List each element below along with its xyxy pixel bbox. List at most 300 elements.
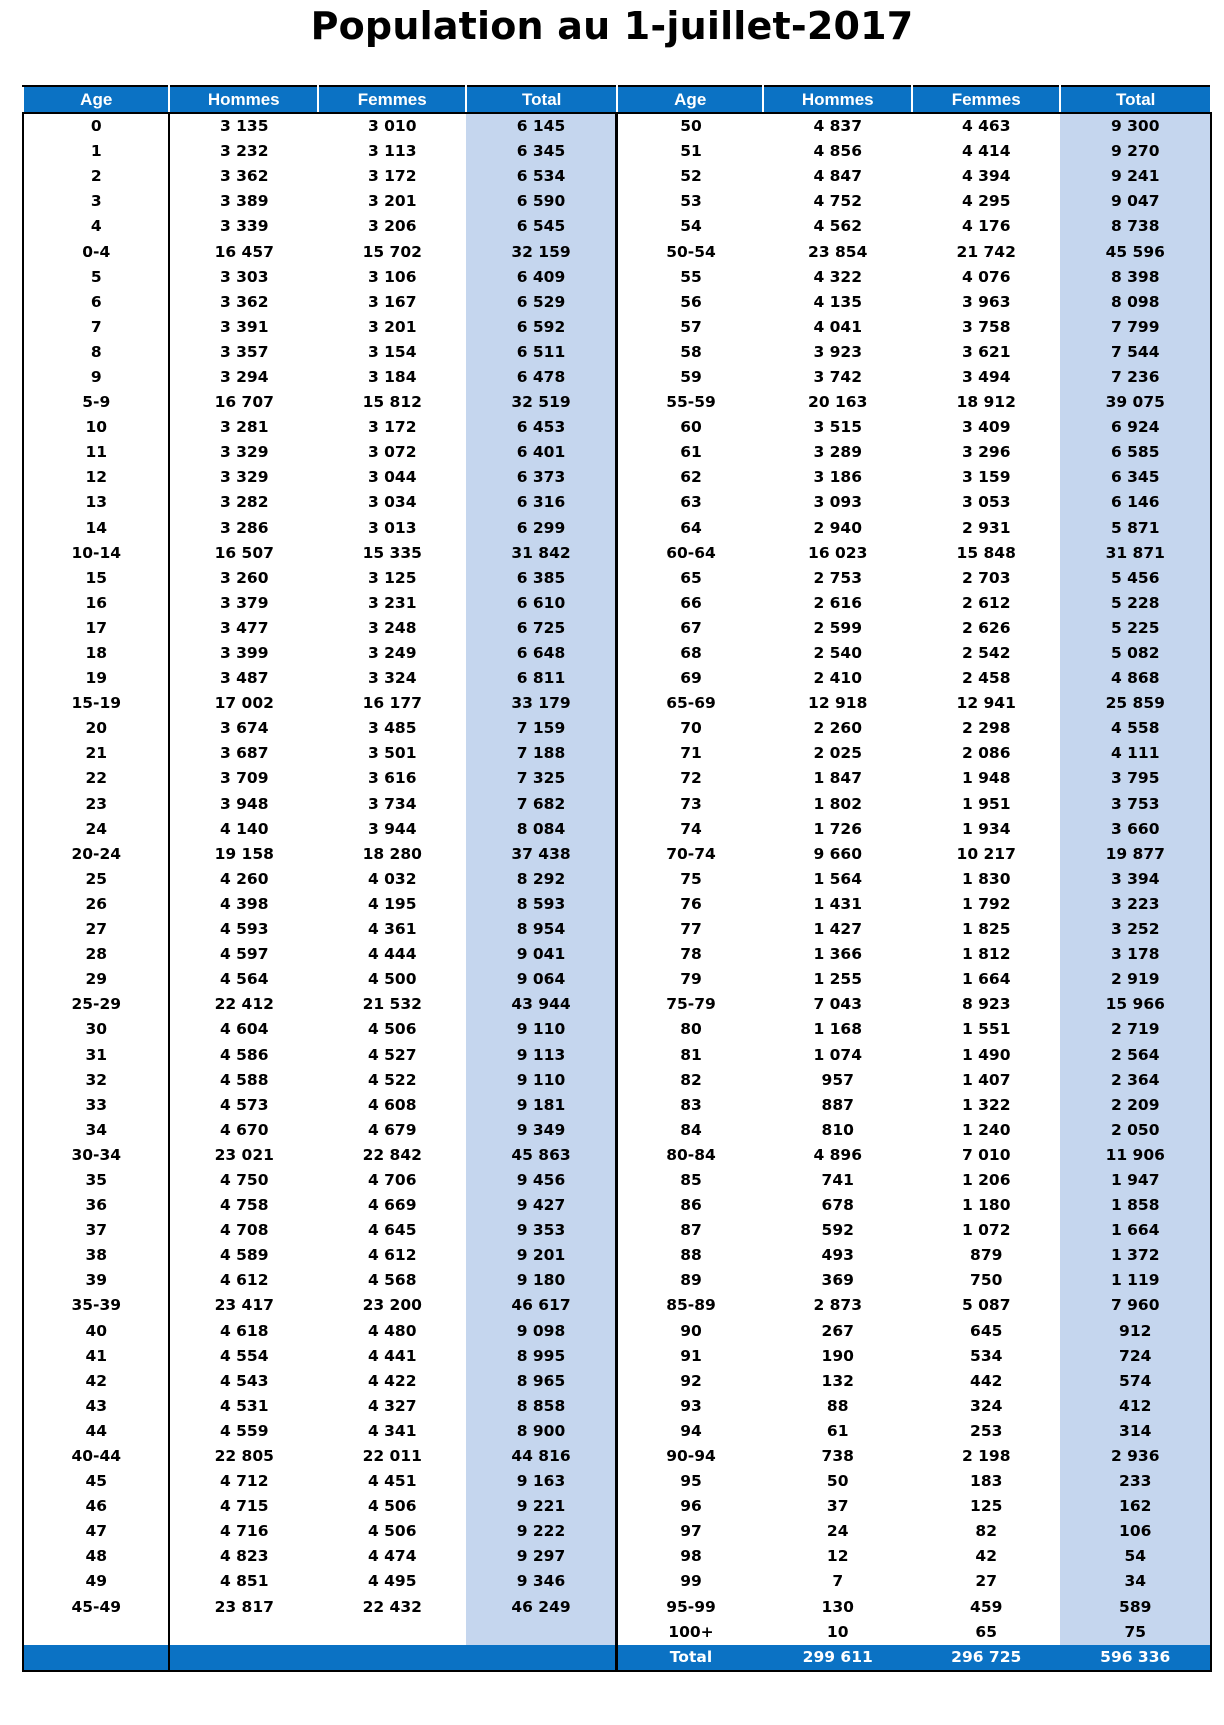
age-cell: 30-34 <box>23 1143 169 1168</box>
hommes-cell: 1 168 <box>813 1020 862 1039</box>
total-cell: 7 682 <box>466 792 617 817</box>
total-cell: 6 345 <box>466 139 617 164</box>
age-cell: 88 <box>617 1243 763 1268</box>
table-row <box>23 1344 1211 1369</box>
age-cell: 72 <box>617 766 763 791</box>
age-cell: 70-74 <box>617 842 763 867</box>
femmes-cell: 3 501 <box>367 744 417 763</box>
hommes-cell: 957 <box>821 1070 854 1089</box>
femmes-cell: 15 812 <box>362 393 422 412</box>
age-cell: 76 <box>617 892 763 917</box>
age-cell: 2 <box>23 164 169 189</box>
age-cell: 97 <box>617 1519 763 1544</box>
population-table-container <box>22 85 1212 1672</box>
hommes-cell <box>169 1620 318 1645</box>
hommes-cell: 4 750 <box>169 1168 318 1193</box>
age-cell: 64 <box>617 516 763 541</box>
hommes-cell: 132 <box>821 1371 854 1390</box>
femmes-cell: 3 010 <box>367 117 417 136</box>
age-cell: 0 <box>23 113 169 139</box>
table-row <box>23 290 1211 315</box>
femmes-cell: 21 532 <box>362 995 422 1014</box>
hommes-cell: 3 399 <box>169 641 318 666</box>
femmes-cell: 3 206 <box>367 217 417 236</box>
femmes-cell <box>318 1620 467 1645</box>
femmes-cell: 21 742 <box>956 242 1016 261</box>
total-cell: 75 <box>1060 1620 1211 1645</box>
total-cell: 6 585 <box>1060 440 1211 465</box>
age-cell: 44 <box>23 1419 169 1444</box>
total-cell: 6 145 <box>466 113 617 139</box>
hommes-cell: 4 554 <box>169 1344 318 1369</box>
age-cell: 15 <box>23 566 169 591</box>
total-cell: 2 719 <box>1060 1017 1211 1042</box>
table-row <box>23 691 1211 716</box>
hommes-cell: 3 357 <box>169 340 318 365</box>
table-row <box>23 1193 1211 1218</box>
femmes-cell: 2 931 <box>961 518 1011 537</box>
femmes-cell: 3 072 <box>367 443 417 462</box>
hommes-cell: 2 940 <box>813 518 862 537</box>
total-cell: 2 936 <box>1060 1444 1211 1469</box>
hommes-cell: 3 477 <box>169 616 318 641</box>
hommes-cell: 810 <box>821 1120 854 1139</box>
table-row <box>23 792 1211 817</box>
femmes-cell: 2 198 <box>961 1447 1011 1466</box>
table-row <box>23 942 1211 967</box>
femmes-cell: 3 159 <box>961 468 1011 487</box>
age-cell: 63 <box>617 490 763 515</box>
table-row <box>23 917 1211 942</box>
hommes-cell: 61 <box>826 1421 849 1440</box>
total-cell: 6 545 <box>466 214 617 239</box>
total-cell: 9 456 <box>466 1168 617 1193</box>
age-cell: 77 <box>617 917 763 942</box>
total-cell: 2 050 <box>1060 1118 1211 1143</box>
header-femmes-right: Femmes <box>912 86 1061 113</box>
table-row <box>23 239 1211 264</box>
table-row <box>23 390 1211 415</box>
femmes-cell: 18 280 <box>362 844 422 863</box>
age-cell: 87 <box>617 1218 763 1243</box>
hommes-cell: 4 564 <box>169 967 318 992</box>
table-row <box>23 541 1211 566</box>
table-row <box>23 415 1211 440</box>
hommes-cell: 24 <box>826 1522 849 1541</box>
table-row <box>23 113 1211 139</box>
femmes-cell: 4 441 <box>367 1346 417 1365</box>
femmes-cell: 4 327 <box>367 1396 417 1415</box>
femmes-cell: 1 180 <box>961 1196 1011 1215</box>
table-row <box>23 1118 1211 1143</box>
total-cell: 39 075 <box>1060 390 1211 415</box>
hommes-cell: 3 515 <box>813 418 862 437</box>
hommes-cell: 4 597 <box>169 942 318 967</box>
hommes-cell: 12 918 <box>808 694 868 713</box>
age-cell: 94 <box>617 1419 763 1444</box>
femmes-cell: 12 941 <box>956 694 1016 713</box>
total-cell: 9 201 <box>466 1243 617 1268</box>
hommes-cell: 3 282 <box>169 490 318 515</box>
hommes-cell: 1 564 <box>813 869 862 888</box>
hommes-cell: 1 802 <box>813 794 862 813</box>
age-cell: 59 <box>617 365 763 390</box>
total-cell: 8 995 <box>466 1344 617 1369</box>
age-cell: 95 <box>617 1469 763 1494</box>
hommes-cell: 4 322 <box>813 267 862 286</box>
table-row <box>23 1143 1211 1168</box>
total-cell: 6 924 <box>1060 415 1211 440</box>
femmes-cell: 4 295 <box>961 192 1011 211</box>
femmes-cell: 3 113 <box>367 142 417 161</box>
header-hommes-left: Hommes <box>169 86 318 113</box>
total-cell: 106 <box>1060 1519 1211 1544</box>
total-cell: 7 544 <box>1060 340 1211 365</box>
table-row <box>23 214 1211 239</box>
hommes-cell: 2 616 <box>813 593 862 612</box>
femmes-cell: 3 249 <box>367 644 417 663</box>
age-cell: 46 <box>23 1494 169 1519</box>
total-cell: 6 590 <box>466 189 617 214</box>
table-row <box>23 892 1211 917</box>
hommes-cell: 4 588 <box>169 1068 318 1093</box>
hommes-cell: 4 896 <box>813 1145 862 1164</box>
total-cell: 7 960 <box>1060 1293 1211 1318</box>
age-cell: 66 <box>617 591 763 616</box>
total-cell: 9 222 <box>466 1519 617 1544</box>
age-cell: 6 <box>23 290 169 315</box>
total-cell: 9 098 <box>466 1319 617 1344</box>
femmes-cell: 15 702 <box>362 242 422 261</box>
age-cell: 43 <box>23 1394 169 1419</box>
footer-total-femmes: 296 725 <box>912 1645 1061 1671</box>
age-cell: 36 <box>23 1193 169 1218</box>
total-cell: 8 738 <box>1060 214 1211 239</box>
age-cell: 93 <box>617 1394 763 1419</box>
table-row <box>23 1394 1211 1419</box>
femmes-cell: 4 444 <box>367 945 417 964</box>
femmes-cell: 3 034 <box>367 493 417 512</box>
table-row <box>23 440 1211 465</box>
age-cell: 18 <box>23 641 169 666</box>
table-row <box>23 1595 1211 1620</box>
femmes-cell: 2 458 <box>961 669 1011 688</box>
total-cell: 33 179 <box>466 691 617 716</box>
table-row <box>23 1017 1211 1042</box>
femmes-cell: 4 463 <box>961 117 1011 136</box>
femmes-cell: 3 106 <box>367 267 417 286</box>
hommes-cell: 3 329 <box>169 440 318 465</box>
hommes-cell: 12 <box>826 1547 849 1566</box>
age-cell: 25-29 <box>23 992 169 1017</box>
femmes-cell: 3 201 <box>367 317 417 336</box>
total-cell: 9 163 <box>466 1469 617 1494</box>
total-cell: 7 799 <box>1060 315 1211 340</box>
table-row <box>23 967 1211 992</box>
femmes-cell: 22 842 <box>362 1145 422 1164</box>
age-cell: 26 <box>23 892 169 917</box>
age-cell: 5 <box>23 265 169 290</box>
total-cell: 2 919 <box>1060 967 1211 992</box>
age-cell: 80-84 <box>617 1143 763 1168</box>
age-cell: 42 <box>23 1369 169 1394</box>
hommes-cell: 16 457 <box>169 239 318 264</box>
age-cell: 60-64 <box>617 541 763 566</box>
total-cell: 1 858 <box>1060 1193 1211 1218</box>
total-cell: 9 300 <box>1060 113 1211 139</box>
hommes-cell: 741 <box>821 1170 854 1189</box>
hommes-cell: 4 708 <box>169 1218 318 1243</box>
total-cell: 6 385 <box>466 566 617 591</box>
table-row <box>23 1293 1211 1318</box>
total-cell: 6 299 <box>466 516 617 541</box>
table-row <box>23 716 1211 741</box>
age-cell: 83 <box>617 1093 763 1118</box>
femmes-cell: 4 706 <box>367 1170 417 1189</box>
footer-cell <box>318 1645 467 1671</box>
age-cell: 90-94 <box>617 1444 763 1469</box>
total-cell: 314 <box>1060 1419 1211 1444</box>
femmes-cell: 3 485 <box>367 719 417 738</box>
age-cell: 55-59 <box>617 390 763 415</box>
hommes-cell: 23 417 <box>169 1293 318 1318</box>
age-cell: 9 <box>23 365 169 390</box>
hommes-cell: 3 362 <box>169 290 318 315</box>
total-cell: 8 098 <box>1060 290 1211 315</box>
femmes-cell: 3 184 <box>367 367 417 386</box>
femmes-cell: 3 201 <box>367 192 417 211</box>
age-cell: 49 <box>23 1569 169 1594</box>
total-cell: 1 947 <box>1060 1168 1211 1193</box>
age-cell: 11 <box>23 440 169 465</box>
hommes-cell: 3 923 <box>813 342 862 361</box>
femmes-cell: 1 072 <box>961 1221 1011 1240</box>
total-cell: 9 110 <box>466 1068 617 1093</box>
total-cell: 9 113 <box>466 1042 617 1067</box>
total-cell: 31 871 <box>1060 541 1211 566</box>
age-cell: 65-69 <box>617 691 763 716</box>
table-row <box>23 1168 1211 1193</box>
age-cell: 21 <box>23 741 169 766</box>
total-cell: 54 <box>1060 1544 1211 1569</box>
hommes-cell: 3 362 <box>169 164 318 189</box>
footer-total-row <box>23 1645 1211 1671</box>
age-cell: 53 <box>617 189 763 214</box>
femmes-cell: 125 <box>970 1497 1003 1516</box>
total-cell: 9 427 <box>466 1193 617 1218</box>
age-cell: 10 <box>23 415 169 440</box>
header-femmes-left: Femmes <box>318 86 467 113</box>
table-row <box>23 741 1211 766</box>
total-cell: 1 119 <box>1060 1268 1211 1293</box>
hommes-cell: 1 366 <box>813 945 862 964</box>
age-cell: 23 <box>23 792 169 817</box>
age-cell: 74 <box>617 817 763 842</box>
femmes-cell: 645 <box>970 1321 1003 1340</box>
age-cell <box>23 1620 169 1645</box>
footer-total-label: Total <box>617 1645 763 1671</box>
total-cell: 6 648 <box>466 641 617 666</box>
hommes-cell: 4 135 <box>813 292 862 311</box>
femmes-cell: 4 500 <box>367 970 417 989</box>
femmes-cell: 1 240 <box>961 1120 1011 1139</box>
age-cell: 24 <box>23 817 169 842</box>
femmes-cell: 2 542 <box>961 644 1011 663</box>
table-row <box>23 1519 1211 1544</box>
age-cell: 90 <box>617 1319 763 1344</box>
hommes-cell: 4 716 <box>169 1519 318 1544</box>
total-cell: 8 858 <box>466 1394 617 1419</box>
femmes-cell: 4 422 <box>367 1371 417 1390</box>
age-cell: 20 <box>23 716 169 741</box>
total-cell: 6 478 <box>466 365 617 390</box>
hommes-cell: 4 715 <box>169 1494 318 1519</box>
hommes-cell: 4 543 <box>169 1369 318 1394</box>
age-cell: 34 <box>23 1118 169 1143</box>
table-row <box>23 566 1211 591</box>
total-cell: 233 <box>1060 1469 1211 1494</box>
age-cell: 70 <box>617 716 763 741</box>
total-cell: 46 249 <box>466 1595 617 1620</box>
hommes-cell: 3 093 <box>813 493 862 512</box>
table-row <box>23 1243 1211 1268</box>
hommes-cell: 22 412 <box>169 992 318 1017</box>
femmes-cell: 3 154 <box>367 342 417 361</box>
age-cell: 4 <box>23 214 169 239</box>
hommes-cell: 3 339 <box>169 214 318 239</box>
hommes-cell: 2 753 <box>813 568 862 587</box>
table-row <box>23 1093 1211 1118</box>
footer-cell <box>466 1645 617 1671</box>
hommes-cell: 3 289 <box>813 443 862 462</box>
hommes-cell: 3 487 <box>169 666 318 691</box>
table-row <box>23 842 1211 867</box>
age-cell: 35-39 <box>23 1293 169 1318</box>
femmes-cell: 4 176 <box>961 217 1011 236</box>
femmes-cell: 4 451 <box>367 1472 417 1491</box>
age-cell: 57 <box>617 315 763 340</box>
hommes-cell: 2 599 <box>813 618 862 637</box>
femmes-cell: 22 432 <box>362 1597 422 1616</box>
hommes-cell: 10 <box>826 1622 849 1641</box>
hommes-cell: 4 593 <box>169 917 318 942</box>
age-cell: 8 <box>23 340 169 365</box>
total-cell: 9 041 <box>466 942 617 967</box>
table-row <box>23 616 1211 641</box>
total-cell: 46 617 <box>466 1293 617 1318</box>
hommes-cell: 4 586 <box>169 1042 318 1067</box>
population-table <box>22 85 1212 1672</box>
femmes-cell: 3 963 <box>961 292 1011 311</box>
total-cell: 37 438 <box>466 842 617 867</box>
age-cell: 56 <box>617 290 763 315</box>
hommes-cell: 3 674 <box>169 716 318 741</box>
hommes-cell: 3 281 <box>169 415 318 440</box>
hommes-cell: 2 260 <box>813 719 862 738</box>
age-cell: 45 <box>23 1469 169 1494</box>
total-cell: 6 725 <box>466 616 617 641</box>
hommes-cell: 23 021 <box>169 1143 318 1168</box>
femmes-cell: 4 506 <box>367 1497 417 1516</box>
femmes-cell: 2 612 <box>961 593 1011 612</box>
table-row <box>23 490 1211 515</box>
total-cell: 9 270 <box>1060 139 1211 164</box>
table-row <box>23 1544 1211 1569</box>
total-cell: 7 188 <box>466 741 617 766</box>
table-row <box>23 164 1211 189</box>
total-cell: 9 346 <box>466 1569 617 1594</box>
total-cell: 8 965 <box>466 1369 617 1394</box>
hommes-cell: 887 <box>821 1095 854 1114</box>
total-cell: 34 <box>1060 1569 1211 1594</box>
total-cell: 4 111 <box>1060 741 1211 766</box>
table-row <box>23 867 1211 892</box>
femmes-cell: 4 394 <box>961 167 1011 186</box>
femmes-cell: 3 494 <box>961 367 1011 386</box>
total-cell: 4 558 <box>1060 716 1211 741</box>
age-cell: 69 <box>617 666 763 691</box>
hommes-cell: 17 002 <box>169 691 318 716</box>
age-cell: 50-54 <box>617 239 763 264</box>
total-cell: 5 225 <box>1060 616 1211 641</box>
age-cell: 45-49 <box>23 1595 169 1620</box>
age-cell: 75-79 <box>617 992 763 1017</box>
total-cell: 6 511 <box>466 340 617 365</box>
hommes-cell: 7 <box>832 1572 844 1591</box>
femmes-cell: 324 <box>970 1396 1003 1415</box>
table-body <box>23 113 1211 1645</box>
femmes-cell: 534 <box>970 1346 1003 1365</box>
age-cell: 0-4 <box>23 239 169 264</box>
total-cell: 25 859 <box>1060 691 1211 716</box>
hommes-cell: 4 856 <box>813 142 862 161</box>
total-cell: 8 398 <box>1060 265 1211 290</box>
table-row <box>23 1042 1211 1067</box>
femmes-cell: 15 848 <box>956 543 1016 562</box>
age-cell: 16 <box>23 591 169 616</box>
hommes-cell: 4 712 <box>169 1469 318 1494</box>
total-cell: 3 178 <box>1060 942 1211 967</box>
table-row <box>23 1319 1211 1344</box>
femmes-cell: 4 612 <box>367 1246 417 1265</box>
total-cell: 6 345 <box>1060 465 1211 490</box>
table-row <box>23 817 1211 842</box>
hommes-cell: 3 186 <box>813 468 862 487</box>
total-cell: 162 <box>1060 1494 1211 1519</box>
total-cell <box>466 1620 617 1645</box>
age-cell: 67 <box>617 616 763 641</box>
femmes-cell: 3 758 <box>961 317 1011 336</box>
hommes-cell: 3 687 <box>169 741 318 766</box>
hommes-cell: 130 <box>821 1597 854 1616</box>
femmes-cell: 3 172 <box>367 167 417 186</box>
femmes-cell: 23 200 <box>362 1296 422 1315</box>
femmes-cell: 4 414 <box>961 142 1011 161</box>
age-cell: 52 <box>617 164 763 189</box>
total-cell: 6 529 <box>466 290 617 315</box>
hommes-cell: 23 854 <box>808 242 868 261</box>
age-cell: 39 <box>23 1268 169 1293</box>
femmes-cell: 879 <box>970 1246 1003 1265</box>
hommes-cell: 19 158 <box>169 842 318 867</box>
hommes-cell: 3 232 <box>169 139 318 164</box>
total-cell: 9 064 <box>466 967 617 992</box>
age-cell: 85-89 <box>617 1293 763 1318</box>
hommes-cell: 7 043 <box>813 995 862 1014</box>
hommes-cell: 2 410 <box>813 669 862 688</box>
femmes-cell: 4 480 <box>367 1321 417 1340</box>
femmes-cell: 1 206 <box>961 1170 1011 1189</box>
